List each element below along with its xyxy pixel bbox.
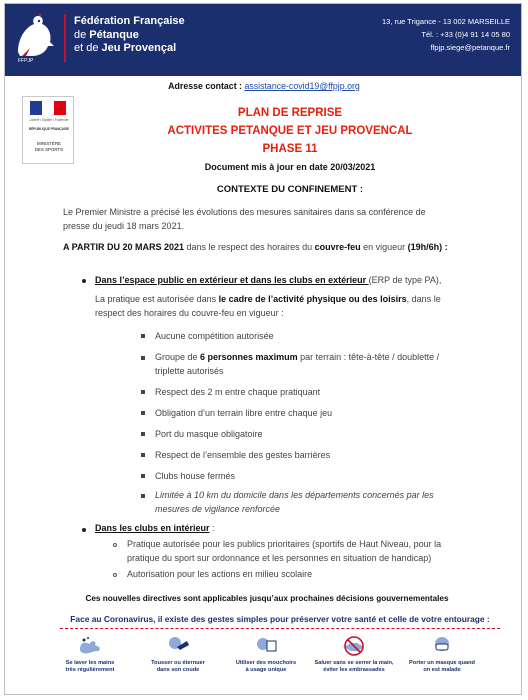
list-bullet <box>141 390 145 394</box>
banner-divider <box>60 628 500 629</box>
intro-paragraph: Le Premier Ministre a précisé les évolutions des mesures sanitaires dans sa conférence de presse du jeudi 18 mars 2021. <box>63 207 426 231</box>
rule-item: Groupe de 6 personnes maximum par terrain : tête-à-tête / doublette / triplette autorisés <box>155 352 440 376</box>
phone-line: Tél. : +33 (0)4 91 14 05 80 <box>421 30 510 39</box>
rule-item: Respect des 2 m entre chaque pratiquant <box>155 387 321 397</box>
list-bullet <box>113 573 117 577</box>
ffpjp-logo <box>12 12 60 64</box>
barrier-gestures-banner <box>60 611 500 691</box>
contact-email-link[interactable]: assistance-covid19@ffpjp.org <box>244 81 360 91</box>
rule-item: Limitée à 10 km du domicile dans les départements concernés par les mesures de vigilance renforcée <box>155 490 434 514</box>
federation-name: Fédération Française de Pétanque et de Jeu Provençal <box>74 15 185 54</box>
gesture-item: Saluer sans se serrer la main, éviter les embrassades <box>312 635 396 674</box>
mask-icon <box>427 635 457 657</box>
gesture-item: Se laver les mains très régulièrement <box>48 635 132 674</box>
email-line: ffpjp.siege@petanque.fr <box>430 43 510 52</box>
phase-label: PHASE 11 <box>262 143 318 155</box>
closing-note: Ces nouvelles directives sont applicables jusqu’aux prochaines décisions gouvernementales <box>85 594 449 603</box>
list-bullet <box>141 453 145 457</box>
list-bullet <box>113 543 117 547</box>
banner-title: Face au Coronavirus, il existe des gestes simples pour préserver votre santé et celle de votre entourage : <box>70 614 490 624</box>
hand-wash-icon <box>75 635 105 657</box>
address-line: 13, rue Trigance - 13 002 MARSEILLE <box>382 17 510 26</box>
ministry-logo: Liberté • Égalité • Fraternité RÉPUBLIQUE FRANÇAISE MINISTÈRE DES SPORTS <box>22 96 74 164</box>
federation-address <box>382 15 510 54</box>
list-bullet <box>141 432 145 436</box>
no-handshake-icon <box>339 635 369 657</box>
list-bullet <box>141 494 145 498</box>
rule-item: Port du masque obligatoire <box>155 429 263 439</box>
list-bullet <box>141 334 145 338</box>
bullet <box>82 528 86 532</box>
outdoor-paragraph: La pratique est autorisée dans le cadre de l’activité physique ou des loisirs, dans le respect des horaires du couvre-feu en vigueur : <box>95 294 441 318</box>
french-flag-icon <box>30 101 66 115</box>
elbow-cough-icon <box>163 635 193 657</box>
gesture-item: Utiliser des mouchoirs à usage unique <box>224 635 308 674</box>
outdoor-heading: Dans l’espace public en extérieur et dans les clubs en extérieur (ERP de type PA), <box>95 275 442 285</box>
update-date: Document mis à jour en date 20/03/2021 <box>204 162 376 172</box>
rule-item: Respect de l’ensemble des gestes barrières <box>155 450 331 460</box>
rule-item: Aucune compétition autorisée <box>155 331 274 341</box>
list-bullet <box>141 474 145 478</box>
context-heading: CONTEXTE DU CONFINEMENT : <box>216 184 364 195</box>
list-bullet <box>141 356 145 360</box>
plan-title: PLAN DE REPRISE <box>237 107 343 119</box>
indoor-item: Autorisation pour les actions en milieu scolaire <box>127 569 313 579</box>
gesture-item: Porter un masque quand on est malade <box>400 635 484 674</box>
gesture-item: Tousser ou éternuer dans son coude <box>136 635 220 674</box>
svg-text:FFPJP: FFPJP <box>18 58 34 64</box>
list-bullet <box>141 411 145 415</box>
header-divider <box>64 14 66 62</box>
rule-item: Clubs house fermés <box>155 471 236 481</box>
contact-line: Adresse contact : assistance-covid19@ffpjp.org <box>168 81 360 91</box>
indoor-heading: Dans les clubs en intérieur : <box>95 523 215 533</box>
bullet <box>82 279 86 283</box>
tissue-icon <box>251 635 281 657</box>
indoor-item: Pratique autorisée pour les publics prioritaires (sportifs de Haut Niveau, pour la pratique du sport sur ordonnance et les personnes en situation de handicap) <box>127 539 442 563</box>
from-date-line: A PARTIR DU 20 MARS 2021 dans le respect des horaires du couvre-feu en vigueur (19h/6h) : <box>63 242 448 252</box>
plan-subtitle: ACTIVITES PETANQUE ET JEU PROVENCAL <box>167 125 413 137</box>
rule-item: Obligation d’un terrain libre entre chaque jeu <box>155 408 333 418</box>
